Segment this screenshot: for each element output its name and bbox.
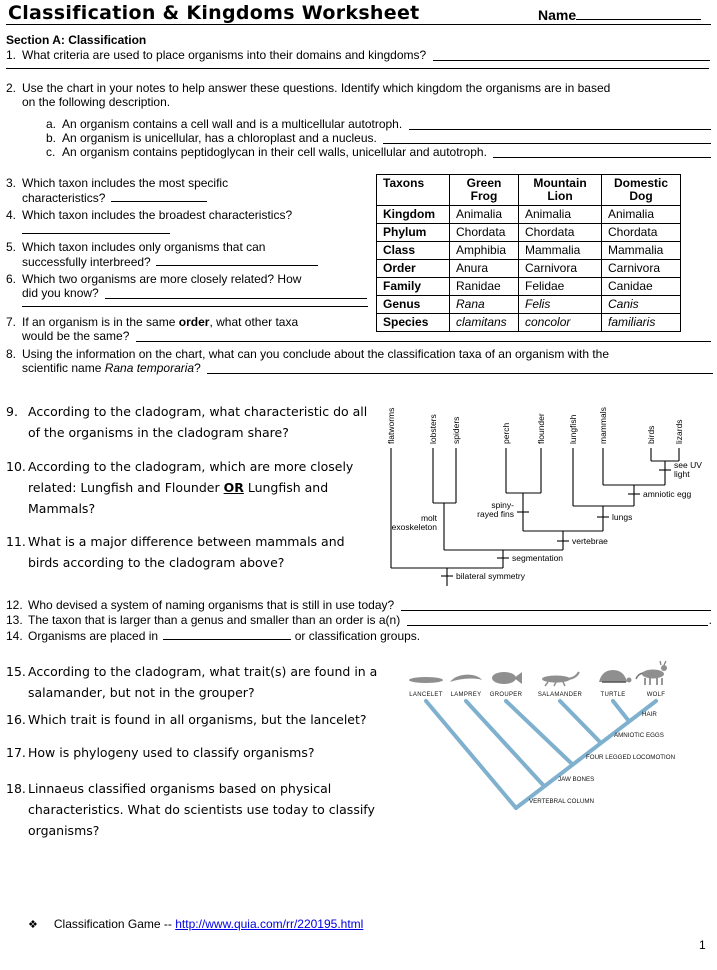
- clado1-trait-molt-exoskeleton: molt: [420, 513, 437, 523]
- cladogram1-trait-labels: [392, 460, 703, 581]
- diamond-bullet-icon: ❖: [28, 918, 38, 931]
- taxa-header-mountain-lion: Mountain Lion: [519, 175, 602, 206]
- clado2-trait-vertebral-column: VERTEBRAL COLUMN: [529, 798, 594, 805]
- question-text-line2: did you know?: [22, 286, 103, 300]
- taxa-cell: Animalia: [519, 206, 602, 224]
- question-2b: [46, 131, 712, 145]
- answer-blank: [207, 361, 713, 374]
- item-letter: b.: [46, 131, 57, 145]
- question-text-line3: Mammals?: [28, 501, 96, 516]
- taxa-cell: Chordata: [450, 224, 519, 242]
- clado1-trait-bilateral-symmetry: bilateral symmetry: [456, 571, 525, 581]
- clado2-taxon-turtle: TURTLE: [600, 692, 626, 698]
- question-text-emphasis: OR: [223, 480, 244, 495]
- question-number: 5.: [6, 240, 17, 254]
- question-2: [6, 81, 712, 159]
- item-letter: c.: [46, 145, 56, 159]
- cladogram1-taxa-labels: [386, 407, 684, 444]
- footer: [28, 917, 363, 932]
- question-text: Which taxon includes only organisms that can: [22, 240, 266, 254]
- answer-blank: [105, 286, 367, 299]
- clado1-trait-spiny-rayed-fins: spiny-: [491, 500, 514, 510]
- taxa-cell: Chordata: [519, 224, 602, 242]
- clado2-taxon-lamprey: LAMPREY: [450, 692, 482, 698]
- question-number: 18.: [6, 781, 26, 796]
- taxa-cell: familiaris: [602, 314, 681, 332]
- lancelet-icon: [409, 677, 443, 683]
- question-text: What criteria are used to place organisms into their domains and kingdoms?: [22, 48, 430, 62]
- item-text: An organism contains a cell wall and is a multicellular autotroph.: [62, 117, 406, 131]
- question-text-line2: characteristics?: [22, 191, 109, 205]
- question-number: 3.: [6, 176, 17, 190]
- taxa-cell: Canidae: [602, 278, 681, 296]
- taxa-cell: Carnivora: [519, 260, 602, 278]
- taxa-table: [376, 174, 681, 332]
- item-letter: a.: [46, 117, 57, 131]
- question-text: , what other taxa: [209, 315, 299, 329]
- table-row: [377, 296, 681, 314]
- cladogram-2: [398, 656, 713, 816]
- answer-blank: [401, 598, 711, 611]
- question-text-line2: on the following description.: [22, 95, 171, 109]
- question-18: [6, 778, 401, 841]
- answer-blank: [433, 48, 710, 61]
- clado2-taxon-lancelet: LANCELET: [409, 692, 443, 698]
- clado2-taxon-grouper: GROUPER: [489, 692, 523, 698]
- clado1-trait-see-uv-light: see UV: [674, 460, 702, 470]
- taxa-row-label: Order: [377, 260, 450, 278]
- taxa-cell: Amphibia: [450, 242, 519, 260]
- question-text-line2: related: Lungfish and Flounder: [28, 480, 224, 495]
- question-16: [6, 709, 401, 730]
- question-8: [6, 347, 714, 375]
- cladogram2-trait-labels: [529, 711, 675, 805]
- taxa-cell: Animalia: [602, 206, 681, 224]
- question-text: Using the information on the chart, what can you conclude about the classification taxa of an organism with the: [22, 347, 610, 361]
- question-number: 7.: [6, 315, 17, 329]
- table-row: [377, 224, 681, 242]
- cladogram-1: [383, 393, 711, 593]
- question-text: What is a major difference between mammals and: [28, 534, 345, 549]
- taxa-cell: Mammalia: [519, 242, 602, 260]
- taxa-row-label: Family: [377, 278, 450, 296]
- question-12: [6, 598, 712, 612]
- classification-game-link[interactable]: http://www.quia.com/rr/220195.html: [175, 917, 364, 931]
- wolf-icon: [636, 661, 667, 685]
- clado1-taxon-lungfish: lungfish: [568, 414, 578, 444]
- clado1-taxon-lizards: lizards: [674, 419, 684, 444]
- clado1-taxon-lobsters: lobsters: [428, 414, 438, 444]
- clado1-trait-spiny-rayed-fins-2: rayed fins: [477, 509, 514, 519]
- name-blank: [576, 6, 701, 20]
- taxa-cell: Felis: [519, 296, 602, 314]
- clado2-trait-hair: HAIR: [642, 711, 657, 718]
- question-text: According to the cladogram, what characteristic do all: [28, 404, 368, 419]
- item-text: An organism is unicellular, has a chloroplast and a nucleus.: [62, 131, 381, 145]
- question-5: [6, 240, 362, 269]
- question-number: 12.: [6, 598, 23, 612]
- question-1: [6, 48, 711, 69]
- question-number: 11.: [6, 534, 26, 549]
- question-text-line2: successfully interbreed?: [22, 255, 155, 269]
- taxa-cell: Mammalia: [602, 242, 681, 260]
- question-text-bold: order: [178, 315, 210, 329]
- clado1-taxon-flatworms: flatworms: [386, 407, 396, 444]
- taxa-cell: Chordata: [602, 224, 681, 242]
- question-text-line2: birds according to the cladogram above?: [28, 555, 285, 570]
- scientific-name: Rana temporaria: [104, 361, 195, 375]
- taxa-row-label: Kingdom: [377, 206, 450, 224]
- question-text: Which taxon includes the most specific: [22, 176, 229, 190]
- turtle-icon: [599, 670, 632, 683]
- taxa-cell: Anura: [450, 260, 519, 278]
- taxa-cell: clamitans: [450, 314, 519, 332]
- name-label: Name: [538, 7, 577, 23]
- taxa-header-green-frog: Green Frog: [450, 175, 519, 206]
- answer-blank: [409, 117, 711, 130]
- table-row: [377, 278, 681, 296]
- question-number: 15.: [6, 664, 26, 679]
- question-text-line2: salamander, but not in the grouper?: [28, 685, 255, 700]
- question-number: 6.: [6, 272, 17, 286]
- clado1-trait-see-uv-light-2: light: [674, 469, 690, 479]
- answer-blank: [111, 190, 207, 202]
- answer-blank: [156, 254, 318, 266]
- question-text-line2: scientific name: [22, 361, 105, 375]
- clado2-taxon-salamander: SALAMANDER: [537, 692, 583, 698]
- question-text: Lungfish and: [243, 480, 329, 495]
- section-a-heading: Section A: Classification: [6, 33, 147, 47]
- taxa-cell: concolor: [519, 314, 602, 332]
- answer-blank: [407, 613, 708, 626]
- clado2-trait-jaw-bones: JAW BONES: [558, 776, 595, 783]
- question-number: 17.: [6, 745, 26, 760]
- clado1-taxon-spiders: spiders: [451, 416, 461, 444]
- question-text: or classification groups.: [291, 629, 421, 643]
- answer-blank: [383, 131, 711, 144]
- question-number: 14.: [6, 629, 23, 643]
- question-4: [6, 208, 362, 237]
- question-number: 2.: [6, 81, 17, 95]
- question-number: 4.: [6, 208, 17, 222]
- cladogram2-taxa-labels: [409, 692, 665, 698]
- clado1-trait-vertebrae: vertebrae: [572, 536, 608, 546]
- question-13: [6, 613, 712, 627]
- taxa-row-label: Class: [377, 242, 450, 260]
- question-number: 10.: [6, 459, 26, 474]
- question-2c: [46, 145, 712, 159]
- clado1-taxon-flounder: flounder: [536, 413, 546, 444]
- taxa-row-label: Phylum: [377, 224, 450, 242]
- question-2a: [46, 117, 712, 131]
- clado1-trait-lungs: lungs: [612, 512, 633, 522]
- taxa-cell: Rana: [450, 296, 519, 314]
- question-14: [6, 628, 712, 643]
- taxa-header-taxons: Taxons: [377, 175, 450, 206]
- question-17: [6, 742, 401, 763]
- question-15: [6, 661, 401, 703]
- question-3: [6, 176, 362, 205]
- answer-line: [22, 300, 368, 307]
- taxa-cell: Animalia: [450, 206, 519, 224]
- question-number: 13.: [6, 613, 23, 627]
- clado1-taxon-birds: birds: [646, 425, 656, 444]
- taxa-row-label: Species: [377, 314, 450, 332]
- clado1-taxon-perch: perch: [501, 422, 511, 444]
- grouper-icon: [492, 672, 522, 684]
- clado2-trait-four-legged-locomotion: FOUR LEGGED LOCOMOTION: [586, 754, 676, 761]
- page-number: 1: [699, 938, 706, 952]
- taxa-cell: Ranidae: [450, 278, 519, 296]
- clado1-trait-molt-exoskeleton-2: exoskeleton: [391, 522, 437, 532]
- question-text: Which taxon includes the broadest characteristics?: [22, 208, 293, 222]
- question-text: According to the cladogram, which are more closely: [28, 459, 354, 474]
- question-text: According to the cladogram, what trait(s) are found in a: [28, 664, 378, 679]
- answer-line: [6, 62, 709, 69]
- table-row: [377, 314, 681, 332]
- salamander-icon: [542, 672, 579, 686]
- question-text: Organisms are placed in: [28, 629, 162, 643]
- question-number: 9.: [6, 404, 18, 419]
- clado1-trait-segmentation: segmentation: [512, 553, 564, 563]
- question-text: How is phylogeny used to classify organisms?: [28, 745, 315, 760]
- name-field: [538, 6, 701, 23]
- question-9: [6, 401, 386, 443]
- clado1-trait-amniotic-egg: amniotic egg: [643, 489, 692, 499]
- question-11: [6, 531, 386, 573]
- question-text: Which two organisms are more closely related? How: [22, 272, 302, 286]
- item-text: An organism contains peptidoglycan in their cell walls, unicellular and autotroph.: [62, 145, 491, 159]
- clado2-taxon-wolf: WOLF: [646, 692, 666, 698]
- question-text: ?: [194, 361, 205, 375]
- table-row: [377, 260, 681, 278]
- taxa-cell: Canis: [602, 296, 681, 314]
- footer-text: Classification Game --: [53, 917, 176, 931]
- table-row: [377, 206, 681, 224]
- answer-blank: [22, 222, 170, 234]
- question-text-line3: organisms?: [28, 823, 100, 838]
- table-row: [377, 242, 681, 260]
- lamprey-icon: [450, 675, 482, 682]
- question-text-line2: characteristics. What do scientists use today to classify: [28, 802, 375, 817]
- question-text-line2: of the organisms in the cladogram share?: [28, 425, 289, 440]
- taxa-table-header-row: [377, 175, 681, 206]
- question-text: Use the chart in your notes to help answer these questions. Identify which kingdom the organisms are in based: [22, 81, 611, 95]
- question-number: 1.: [6, 48, 17, 62]
- clado2-trait-amniotic-eggs: AMNIOTIC EGGS: [614, 732, 664, 739]
- clado1-taxon-mammals: mammals: [598, 407, 608, 444]
- answer-blank: [493, 145, 711, 158]
- question-text: Who devised a system of naming organisms that is still in use today?: [28, 598, 398, 612]
- question-text: Which trait is found in all organisms, but the lancelet?: [28, 712, 367, 727]
- answer-blank: [163, 628, 291, 640]
- question-number: 8.: [6, 347, 17, 361]
- question-text: Linnaeus classified organisms based on physical: [28, 781, 332, 796]
- animal-icons: [409, 661, 667, 686]
- taxa-cell: Carnivora: [602, 260, 681, 278]
- question-text-end: .: [708, 613, 712, 627]
- question-text: The taxon that is larger than a genus and smaller than an order is a(n): [28, 613, 404, 627]
- question-text-line2: would be the same?: [22, 329, 133, 343]
- page-title: Classification & Kingdoms Worksheet: [8, 2, 420, 24]
- header-divider: [6, 24, 711, 25]
- taxa-cell: Felidae: [519, 278, 602, 296]
- question-10: [6, 456, 386, 519]
- question-number: 16.: [6, 712, 26, 727]
- taxa-row-label: Genus: [377, 296, 450, 314]
- question-6: [6, 272, 368, 307]
- question-text: If an organism is in the same: [22, 315, 179, 329]
- taxa-header-domestic-dog: Domestic Dog: [602, 175, 681, 206]
